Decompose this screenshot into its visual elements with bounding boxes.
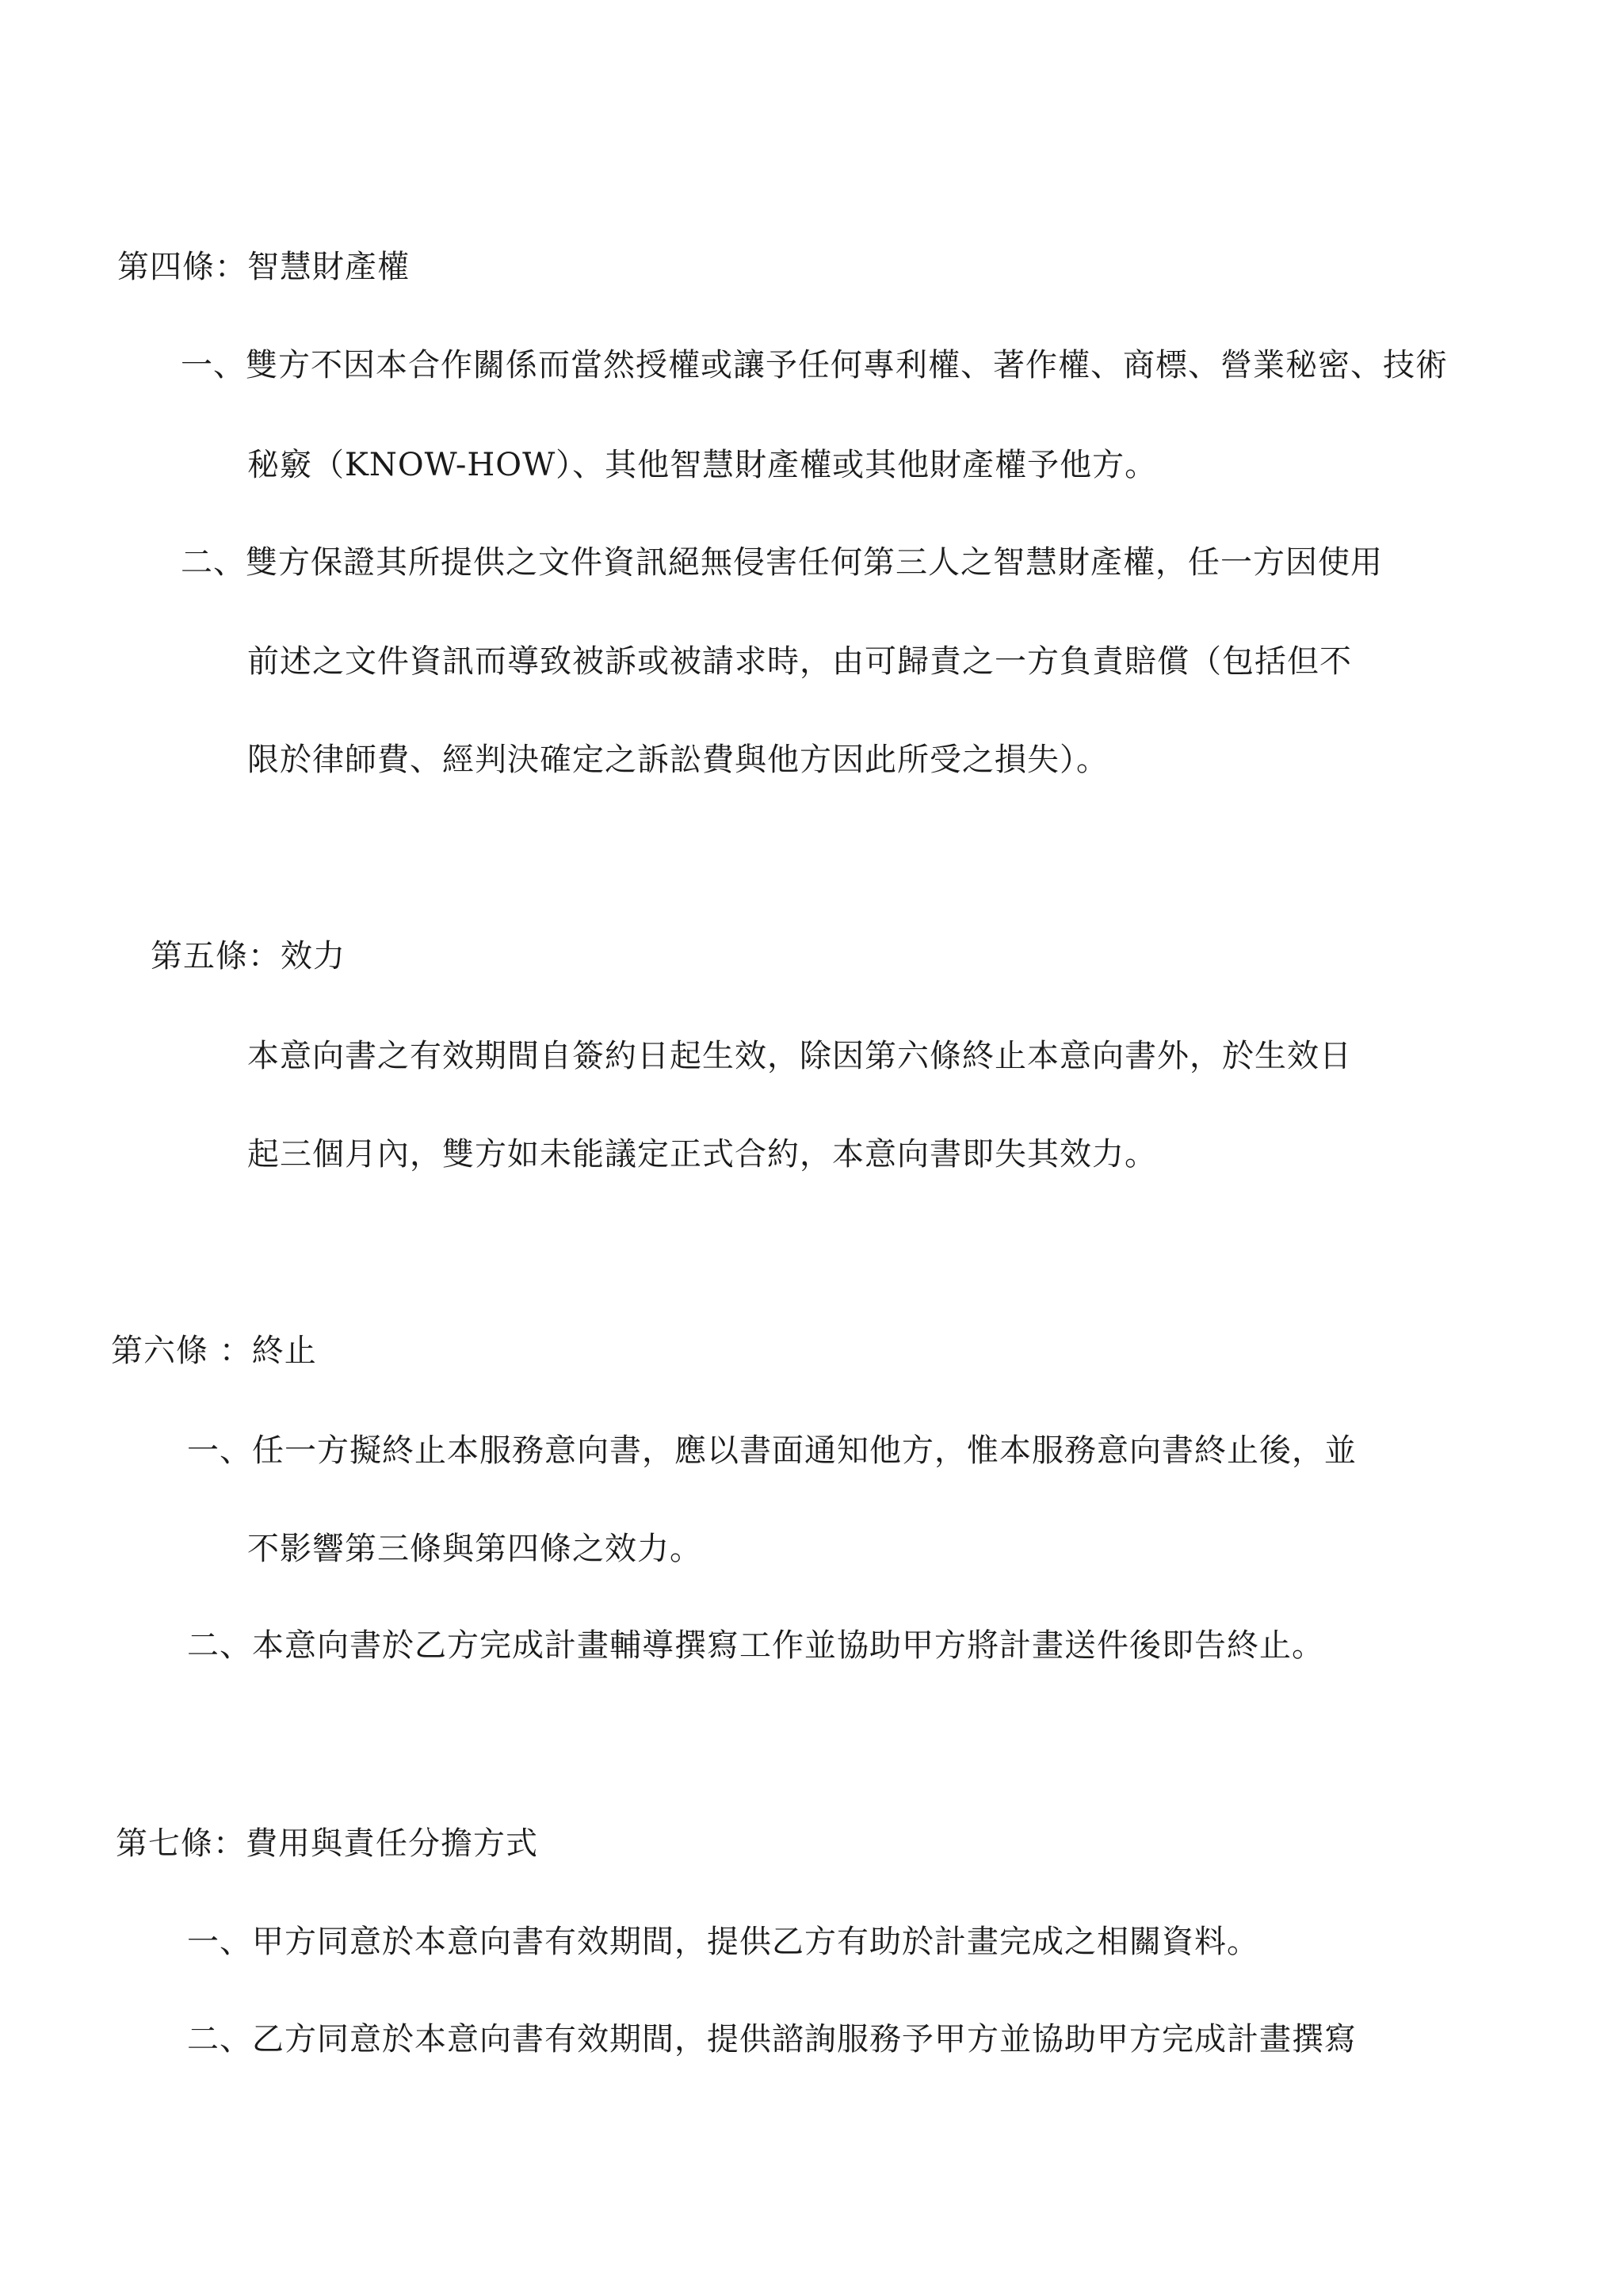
article-7-item-1-line-1: 一、甲方同意於本意向書有效期間，提供乙方有助於計畫完成之相關資料。 — [187, 1924, 1259, 1960]
article-7-item-2-line-1: 二、乙方同意於本意向書有效期間，提供諮詢服務予甲方並協助甲方完成計畫撰寫 — [187, 2021, 1357, 2058]
article-4-item-1-line-2: 秘竅（KNOW-HOW）、其他智慧財產權或其他財產權予他方。 — [247, 447, 1158, 483]
article-5-para-line-2: 起三個月內，雙方如未能議定正式合約，本意向書即失其效力。 — [247, 1136, 1157, 1173]
article-5-para-line-1: 本意向書之有效期間自簽約日起生效，除因第六條終止本意向書外，於生效日 — [247, 1038, 1352, 1074]
article-7-heading: 第七條：費用與責任分擔方式 — [116, 1825, 538, 1862]
article-6-item-1-line-2: 不影響第三條與第四條之效力。 — [247, 1531, 702, 1567]
article-6-item-2-line-1: 二、本意向書於乙方完成計畫輔導撰寫工作並協助甲方將計畫送件後即告終止。 — [187, 1627, 1324, 1664]
article-6-item-1-line-1: 一、任一方擬終止本服務意向書，應以書面通知他方，惟本服務意向書終止後，並 — [187, 1432, 1357, 1469]
article-5-heading: 第五條：效力 — [151, 938, 346, 974]
article-4-item-2-line-3: 限於律師費、經判決確定之訴訟費與他方因此所受之損失）。 — [247, 742, 1109, 778]
article-4-item-1-line-1: 一、雙方不因本合作關係而當然授權或讓予任何專利權、著作權、商標、營業秘密、技術 — [181, 347, 1448, 383]
article-4-item-2-line-2: 前述之文件資訊而導致被訴或被請求時，由可歸責之一方負責賠償（包括但不 — [247, 643, 1352, 680]
article-4-item-2-line-1: 二、雙方保證其所提供之文件資訊絕無侵害任何第三人之智慧財產權，任一方因使用 — [181, 544, 1383, 581]
article-6-heading: 第六條 ：終止 — [111, 1333, 317, 1369]
article-4-heading: 第四條：智慧財產權 — [117, 249, 410, 285]
